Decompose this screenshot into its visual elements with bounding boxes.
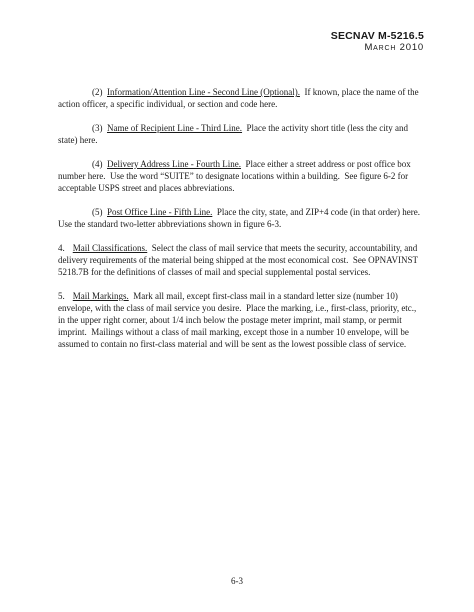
paragraph-heading: Information/Attention Line - Second Line (Optional). [107,87,300,97]
paragraph-text: Place the activity short title (less the city and state) here. [58,123,411,145]
page-header [331,30,424,54]
section-text: Select the class of mail service that meets the security, accountability, and delivery requirements of the material being shipped at the most economical cost. See OPNAVINST 5218.7B for the definitions of classes of mail and special supplemental postal services. [58,243,421,277]
section-heading: Mail Classifications. [72,243,148,253]
section-number: 5. [58,291,65,301]
section-mail-markings [58,290,424,350]
paragraph-delivery-address-line [58,158,424,194]
document-body [58,86,424,362]
section-text: Mark all mail, except first-class mail in a standard letter size (number 10) envelope, with the class of mail service you desire. Place the marking, i.e., first-class, priority, etc., in the upper right corner, about 1/4 inch below the postage meter imprint, mail stamp, or permit imprint. Mailings without a class of mail marking, except those in a number 10 envelope, will be assumed to contain no first-class material and will be sent as the lowest possible class of service. [58,291,419,349]
section-heading: Mail Markings. [72,291,129,301]
document-date: March 2010 [364,42,424,53]
document-code: SECNAV M-5216.5 [330,30,424,42]
paragraph-label: (5) [92,207,103,217]
paragraph-text: Place either a street address or post office box number here. Use the word “SUITE” to designate locations within a building. See figure 6-2 for acceptable USPS street and places abbreviations. [58,159,414,193]
paragraph-post-office-line [58,206,424,230]
paragraph-information-attention-line [58,86,424,110]
paragraph-name-of-recipient-line [58,122,424,146]
paragraph-text: Place the city, state, and ZIP+4 code (in that order) here. Use the standard two-letter abbreviations shown in figure 6-3. [58,207,425,229]
paragraph-label: (2) [92,87,103,97]
page-number: 6-3 [231,576,243,586]
section-mail-classifications [58,242,424,278]
paragraph-label: (3) [92,123,103,133]
paragraph-heading: Delivery Address Line - Fourth Line. [107,159,241,169]
paragraph-heading: Name of Recipient Line - Third Line. [107,123,243,133]
section-number: 4. [58,243,65,253]
paragraph-label: (4) [92,159,103,169]
paragraph-heading: Post Office Line - Fifth Line. [107,207,213,217]
paragraph-text: If known, place the name of the action officer, a specific individual, or section and code here. [58,87,421,109]
